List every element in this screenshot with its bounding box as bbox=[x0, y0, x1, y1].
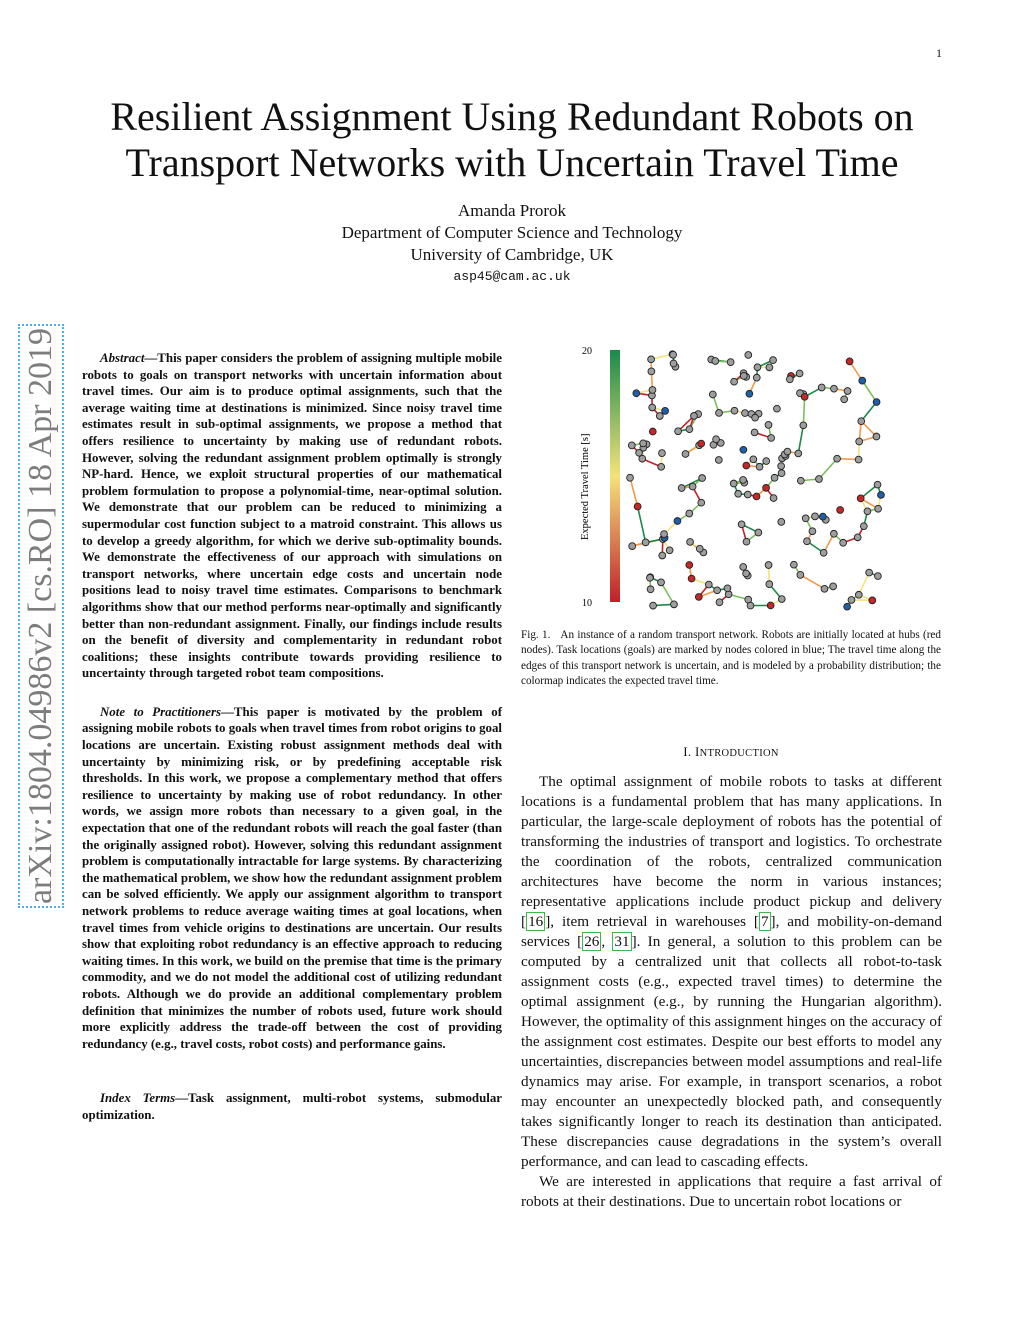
network-node bbox=[705, 581, 712, 588]
network-node bbox=[778, 596, 785, 603]
network-node bbox=[751, 429, 758, 436]
index-terms: Index Terms—Task assignment, multi-robot systems, submodular optimization. bbox=[82, 1091, 502, 1122]
hub-node bbox=[634, 503, 641, 510]
network-node bbox=[821, 585, 828, 592]
network-node bbox=[640, 440, 647, 447]
section-title-initial: I bbox=[694, 744, 700, 759]
goal-node bbox=[633, 390, 640, 397]
figure-caption-text: An instance of a random transport network. Robots are initially located at hubs (red nodes). Task locations (goals) are marked by nodes colored in blue; The travel time along the edges of this transport network is uncertain, and is modeled by a probability distribution; the colormap indicates the expected travel time. bbox=[521, 629, 941, 688]
network-node bbox=[735, 490, 742, 497]
network-edges bbox=[630, 354, 881, 606]
hub-node bbox=[686, 562, 693, 569]
abstract-text: This paper considers the problem of assigning multiple mobile robots to goals on transport networks with uncertain information about travel times. Our aim is to produce optimal assignments, such that the average waiting time at destinations is minimized. Since noisy travel time estimates result in sub-optimal assignments, we propose a method that offers resilience to uncertainty by making use of redundant robots. However, solving the redundant assignment problem optimally is strongly NP-hard. Hence, we exploit structural properties of our mathematical problem formulation to propose a polynomial-time, near-optimal solution. We demonstrate that our problem can be reduced to minimizing a supermodular cost function subject to a matroid constraint. This allows us to develop a greedy algorithm, for which we derive sub-optimality bounds. We demonstrate the effectiveness of our approach with simulations on transport networks, where uncertain edge costs and uncertain node positions lead to noisy travel time estimates. Comparisons to benchmark algorithms show that our method performs near-optimally and significantly better than non-redundant assignment. Finally, our findings include results on the benefit of diversity and complementarity in redundant robot coalitions; these insights contribute towards providing resilience to uncertainty through targeted robot team compositions. bbox=[82, 351, 502, 681]
hub-node bbox=[753, 493, 760, 500]
network-node bbox=[743, 538, 750, 545]
section-title-rest: NTRODUCTION bbox=[699, 748, 779, 759]
network-node bbox=[647, 574, 654, 581]
network-node bbox=[778, 463, 785, 470]
hub-node bbox=[688, 575, 695, 582]
section-number: I. bbox=[683, 744, 692, 759]
index-terms-text: Task assignment, multi-robot systems, submodular optimization. bbox=[82, 1091, 502, 1122]
network-node bbox=[855, 591, 862, 598]
hub-node bbox=[698, 440, 705, 447]
goal-node bbox=[873, 399, 880, 406]
network-node bbox=[670, 351, 677, 358]
citation-link[interactable]: 7 bbox=[760, 913, 769, 930]
network-edge bbox=[819, 459, 837, 479]
network-node bbox=[647, 586, 654, 593]
goal-node bbox=[740, 446, 747, 453]
goal-node bbox=[819, 513, 826, 520]
network-node bbox=[858, 418, 865, 425]
network-node bbox=[786, 376, 793, 383]
network-node bbox=[755, 529, 762, 536]
network-node bbox=[656, 413, 663, 420]
network-node bbox=[627, 474, 634, 481]
network-edge bbox=[638, 506, 646, 542]
hub-node bbox=[857, 495, 864, 502]
network-node bbox=[800, 422, 807, 429]
network-node bbox=[830, 583, 837, 590]
network-node bbox=[784, 448, 791, 455]
network-node bbox=[682, 451, 689, 458]
network-node bbox=[743, 570, 750, 577]
network-node bbox=[874, 573, 881, 580]
network-node bbox=[649, 404, 656, 411]
network-node bbox=[766, 581, 773, 588]
hub-node bbox=[846, 358, 853, 365]
network-edge bbox=[798, 425, 803, 453]
network-node bbox=[778, 518, 785, 525]
network-edge bbox=[803, 397, 804, 426]
network-node bbox=[713, 436, 720, 443]
network-node bbox=[816, 476, 823, 483]
network-node bbox=[797, 571, 804, 578]
network-node bbox=[860, 523, 867, 530]
network-edge bbox=[630, 478, 638, 507]
author-block bbox=[212, 200, 812, 288]
section-heading bbox=[521, 744, 941, 760]
index-terms-label: Index Terms bbox=[100, 1091, 176, 1106]
network-node bbox=[752, 414, 759, 421]
network-node bbox=[659, 450, 666, 457]
network-node bbox=[698, 499, 705, 506]
network-edge bbox=[800, 575, 824, 589]
colorbar-axis-label: Expected Travel Time [s] bbox=[580, 433, 591, 540]
intro-text-b: ], item retrieval in warehouses [ bbox=[545, 913, 759, 930]
network-node bbox=[666, 547, 673, 554]
network-node bbox=[873, 433, 880, 440]
network-node bbox=[659, 552, 666, 559]
network-node bbox=[834, 455, 841, 462]
network-nodes bbox=[627, 351, 885, 610]
network-node bbox=[689, 483, 696, 490]
network-node bbox=[670, 360, 677, 367]
paper-title: Resilient Assignment Using Redundant Robots on Transport Networks with Uncertain Travel Time bbox=[110, 94, 914, 185]
citation-link[interactable]: 31 bbox=[614, 933, 630, 950]
network-node bbox=[661, 531, 668, 538]
network-node bbox=[765, 421, 772, 428]
network-node bbox=[740, 564, 747, 571]
colorbar bbox=[610, 350, 620, 602]
network-node bbox=[731, 407, 738, 414]
network-node bbox=[686, 426, 693, 433]
goal-node bbox=[746, 390, 753, 397]
intro-paragraph-2: We are interested in applications that require a fast arrival of robots at their destinations. Due to uncertain robot locations or bbox=[521, 1173, 942, 1210]
network-node bbox=[716, 599, 723, 606]
goal-node bbox=[859, 377, 866, 384]
hub-node bbox=[763, 485, 770, 492]
network-node bbox=[856, 438, 863, 445]
network-node bbox=[848, 597, 855, 604]
goal-node bbox=[662, 407, 669, 414]
abstract: Abstract—This paper considers the problem of assigning multiple mobile robots to goals on transport networks with uncertain information about travel times. Our aim is to produce optimal assignments, such that the average waiting time at destinations is minimized. Since noisy travel time estimates result in sub-optimal assignments, we propose a method that offers resilience to uncertainty by making use of redundant robots. However, solving the redundant assignment problem optimally is strongly NP-hard. Hence, we exploit structural properties of our mathematical problem formulation to propose a polynomial-time, near-optimal solution. We demonstrate that our problem can be reduced to minimizing a supermodular cost function subject to a matroid constraint. This allows us to develop a greedy algorithm, for which we derive sub-optimality bounds. We demonstrate the effectiveness of our approach with simulations on transport networks, where uncertain edge costs and uncertain node positions lead to noisy travel time estimates. Comparisons to benchmark algorithms show that our method performs near-optimally and significantly better than non-redundant assignment. Finally, our findings include results on the benefit of diversity and complementarity in redundant robot coalitions; these insights contribute towards providing resilience to uncertainty through targeted robot team compositions. bbox=[82, 351, 502, 681]
network-node bbox=[648, 368, 655, 375]
network-node bbox=[804, 538, 811, 545]
network-node bbox=[730, 480, 737, 487]
network-node bbox=[812, 513, 819, 520]
network-node bbox=[844, 388, 851, 395]
hub-node bbox=[801, 393, 808, 400]
hub-node bbox=[837, 507, 844, 514]
network-node bbox=[747, 602, 754, 609]
network-node bbox=[875, 505, 882, 512]
network-node bbox=[716, 409, 723, 416]
author-university: University of Cambridge, UK bbox=[410, 245, 614, 264]
network-node bbox=[854, 534, 861, 541]
network-node bbox=[642, 539, 649, 546]
network-node bbox=[678, 485, 685, 492]
network-node bbox=[831, 385, 838, 392]
network-node bbox=[744, 491, 751, 498]
network-node bbox=[756, 463, 763, 470]
network-node bbox=[675, 428, 682, 435]
note-text: This paper is motivated by the problem of assigning mobile robots to goals when travel times from robot origins to goal locations are uncertain. Existing robust assignment methods deal with uncertainty by minimizing risk, or by predefining acceptable risk thresholds. In this work, we propose a complementary method that offers resilience to uncertainty by making use of robot redundancy. In other words, we assign more robots than necessary to a given goal, in the expectation that one of the redundant robots will reach the goal faster (than the originally assigned robot). However, solving this redundant assignment problem is computationally intractable for large systems. By characterizing the mathematical problem, we show how the redundant assignment problem can be solved efficiently. We apply our assignment algorithm to transport network problems to reduce average waiting times at goal locations, when travel times from vehicle origins to destinations are uncertain. Our results show that exploiting robot redundancy is an effective approach to reducing waiting times. In this work, we build on the premise that time is the primary commodity, and we do not model the additional cost of utilizing redundant robots. Although we do provide an additional complementary problem definition that minimizes the number of robots used, future work should more explicitly address the trade-off between the cost of providing redundancy (e.g., travel costs, robot costs) and performance gains. bbox=[82, 704, 502, 1051]
author-name: Amanda Prorok bbox=[457, 201, 567, 220]
left-column bbox=[82, 350, 502, 1124]
citation-link[interactable]: 26 bbox=[584, 933, 600, 950]
hub-node bbox=[649, 428, 656, 435]
network-node bbox=[687, 539, 694, 546]
citation-link[interactable]: 16 bbox=[528, 913, 544, 930]
network-node bbox=[628, 442, 635, 449]
network-node bbox=[840, 539, 847, 546]
network-node bbox=[740, 372, 747, 379]
network-node bbox=[727, 359, 734, 366]
hub-node bbox=[869, 597, 876, 604]
network-node bbox=[699, 475, 706, 482]
goal-node bbox=[844, 603, 851, 610]
network-node bbox=[636, 449, 643, 456]
network-node bbox=[763, 458, 770, 465]
network-node bbox=[724, 585, 731, 592]
network-node bbox=[809, 528, 816, 535]
intro-text-a: The optimal assignment of mobile robots to tasks at different locations is a fundamental problem that has many applications. In particular, the large-scale deployment of robots has the potential of transforming the industries of transport and logistics. To orchestrate the coordination of the robots, centralized communication architectures have become the norm in various instances; representative applications include product pickup and delivery [ bbox=[521, 773, 942, 930]
network-node bbox=[753, 374, 760, 381]
intro-text-c: ], and mobility-on-demand services [ bbox=[521, 913, 942, 950]
network-node bbox=[874, 481, 881, 488]
note-to-practitioners: Note to Practitioners—This paper is motivated by the problem of assigning mobile robots to goals when travel times from robot origins to goal locations are uncertain. Existing robust assignment methods deal with uncertainty by minimizing risk, or by predefining acceptable risk thresholds. In this work, we propose a complementary method that offers resilience to uncertainty by making use of robot redundancy. In other words, we assign more robots than necessary to a given goal, in the expectation that one of the redundant robots will reach the goal faster (than the originally assigned robot). However, solving this redundant assignment problem is computationally intractable for large systems. By characterizing the mathematical problem, we show how the redundant assignment problem can be solved efficiently. We apply our assignment algorithm to transport network problems to reduce average waiting times at goal locations, when travel times from vehicle origins to destinations are uncertain. Our results show that exploiting robot redundancy is an effective approach to reducing waiting times. In this work, we build on the premise that time is the primary commodity, and we do not model the additional cost of utilizing redundant robots. Although we do provide an additional complementary problem definition that minimizes the number of robots used, future work should more explicitly address the trade-off between the cost of providing redundancy (e.g., travel costs, robot costs) and performance gains. bbox=[82, 704, 502, 1051]
arxiv-stamp[interactable]: arXiv:1804.04986v2 [cs.RO] 18 Apr 2019 bbox=[18, 324, 64, 908]
network-node bbox=[790, 561, 797, 568]
intro-paragraph-1 bbox=[521, 772, 942, 1172]
network-node bbox=[771, 474, 778, 481]
network-node bbox=[866, 569, 873, 576]
network-node bbox=[691, 413, 698, 420]
author-email[interactable]: asp45@cam.ac.uk bbox=[453, 269, 571, 284]
network-node bbox=[770, 357, 777, 364]
right-column bbox=[521, 772, 942, 1212]
network-node bbox=[696, 545, 703, 552]
network-node bbox=[765, 562, 772, 569]
network-node bbox=[766, 364, 773, 371]
hub-node bbox=[695, 594, 702, 601]
intro-text-d: , bbox=[601, 933, 613, 950]
network-node bbox=[658, 463, 665, 470]
abstract-label: Abstract bbox=[100, 351, 145, 365]
goal-node bbox=[878, 492, 885, 499]
note-label: Note to Practitioners bbox=[100, 704, 222, 719]
goal-node bbox=[674, 518, 681, 525]
network-node bbox=[754, 364, 761, 371]
network-edge bbox=[862, 381, 876, 402]
page-number: 1 bbox=[936, 46, 942, 60]
figure-caption bbox=[521, 628, 941, 690]
network-node bbox=[671, 601, 678, 608]
network-node bbox=[709, 391, 716, 398]
network-node bbox=[855, 456, 862, 463]
network-node bbox=[745, 352, 752, 359]
network-figure bbox=[568, 340, 898, 620]
network-node bbox=[649, 387, 656, 394]
network-node bbox=[796, 370, 803, 377]
figure-caption-label: Fig. 1. bbox=[521, 629, 551, 641]
network-node bbox=[712, 358, 719, 365]
network-node bbox=[740, 477, 747, 484]
network-node bbox=[738, 521, 745, 528]
hub-node bbox=[767, 602, 774, 609]
hub-node bbox=[743, 462, 750, 469]
network-node bbox=[797, 477, 804, 484]
network-node bbox=[830, 530, 837, 537]
network-node bbox=[648, 356, 655, 363]
network-node bbox=[650, 602, 657, 609]
network-node bbox=[714, 587, 721, 594]
colorbar-max-label: 20 bbox=[582, 346, 592, 357]
network-node bbox=[864, 508, 871, 515]
intro-text-e: ]. In general, a solution to this problem can be computed by a centralized unit that collects all robot-to-task assignment costs (e.g., expected travel times) to determine the optimal assignment (e.g., by running the Hungarian algorithm). However, the optimality of this assignment hinges on the accuracy of the assignment cost estimates. Despite our best efforts to model any uncertainties, discrepancies between model assumptions and real-life dynamics may arise. For example, in transport scenarios, a robot may encounter an unexpectedly blocked path, and consequently takes significantly longer to reach its destination than anticipated. These discrepancies cause degradations in the system’s overall performance, and can lead to cascading effects. bbox=[521, 933, 942, 1170]
network-node bbox=[802, 515, 809, 522]
network-node bbox=[820, 549, 827, 556]
network-node bbox=[818, 384, 825, 391]
network-node bbox=[750, 456, 757, 463]
network-node bbox=[768, 435, 775, 442]
colorbar-min-label: 10 bbox=[582, 598, 592, 609]
network-node bbox=[658, 579, 665, 586]
network-node bbox=[742, 410, 749, 417]
author-department: Department of Computer Science and Technology bbox=[341, 223, 683, 242]
network-node bbox=[629, 543, 636, 550]
network-node bbox=[686, 510, 693, 517]
network-node bbox=[731, 378, 738, 385]
network-node bbox=[715, 457, 722, 464]
network-node bbox=[795, 450, 802, 457]
figure-1 bbox=[568, 340, 898, 620]
network-node bbox=[774, 405, 781, 412]
network-node bbox=[778, 470, 785, 477]
network-node bbox=[841, 396, 848, 403]
network-node bbox=[770, 495, 777, 502]
